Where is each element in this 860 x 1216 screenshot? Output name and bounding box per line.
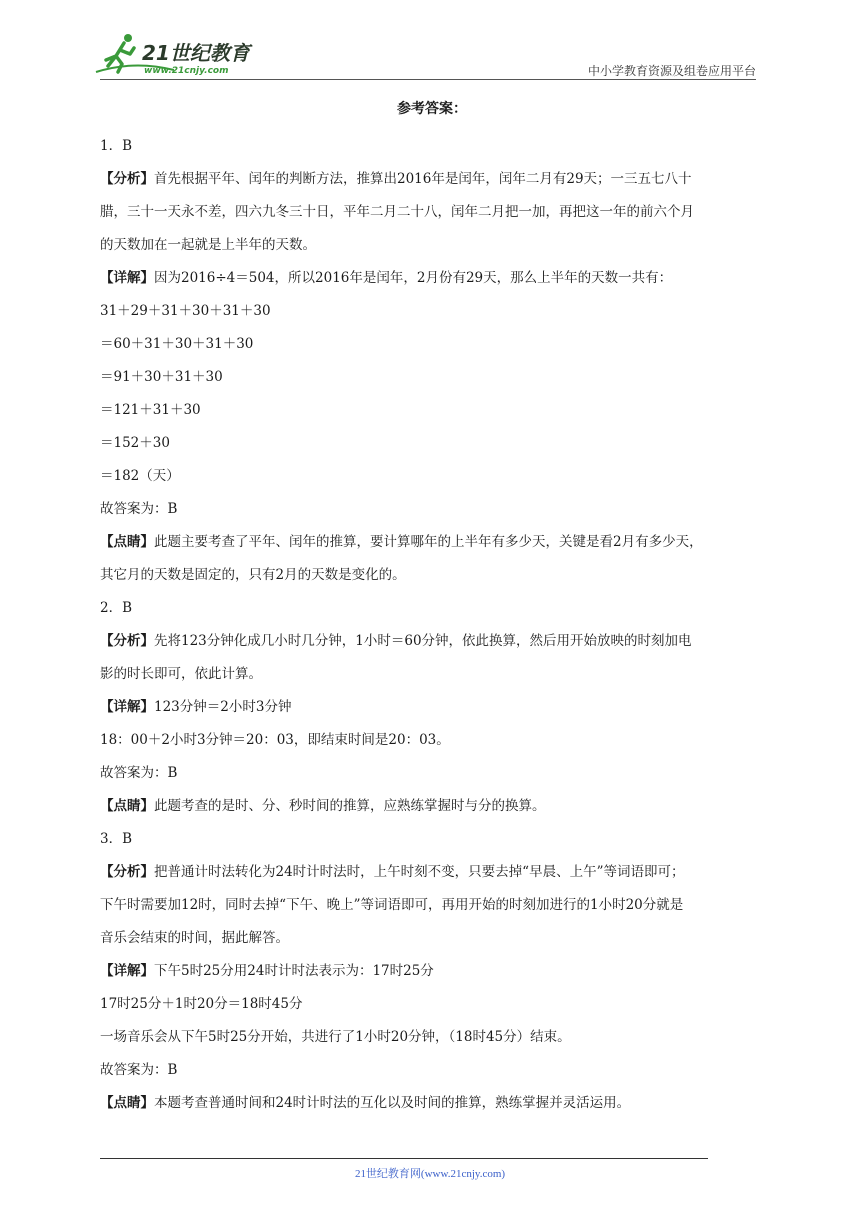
text-line <box>100 163 764 196</box>
header-platform-text: 中小学教育资源及组卷应用平台 <box>587 64 756 78</box>
page-title: 参考答案： <box>397 101 467 117</box>
line-text: 故答案为：B <box>100 1062 178 1078</box>
text-line <box>100 229 764 262</box>
text-line <box>100 1021 764 1054</box>
footer-text: 21世纪教育网(www.21cnjy.com) <box>354 1168 506 1180</box>
text-line <box>100 295 764 328</box>
text-line <box>100 526 764 559</box>
line-text: 1．B <box>100 138 133 154</box>
text-line <box>100 889 764 922</box>
line-text: 123分钟＝2小时3分钟 <box>154 699 292 715</box>
text-line <box>100 328 764 361</box>
text-line <box>100 658 764 691</box>
text-line <box>100 1054 764 1087</box>
section-tag: 【详解】 <box>100 270 154 286</box>
line-text: 其它月的天数是固定的，只有2月的天数是变化的。 <box>100 567 406 583</box>
line-text: 把普通计时法转化为24时计时法时，上午时刻不变，只要去掉“早晨、上午”等词语即可； <box>154 864 685 880</box>
line-text: 3．B <box>100 831 133 847</box>
text-line <box>100 757 764 790</box>
line-text: ＝91＋30＋31＋30 <box>100 369 223 385</box>
line-text: 影的时长即可，依此计算。 <box>100 666 262 682</box>
footer-divider <box>100 1158 708 1159</box>
section-tag: 【分析】 <box>100 864 154 880</box>
section-tag: 【点睛】 <box>100 1095 154 1111</box>
logo-url: www.21cnjy.com <box>144 66 229 76</box>
text-line <box>100 361 764 394</box>
line-text: ＝182（天） <box>100 468 180 484</box>
logo-21cnjy <box>94 30 264 78</box>
line-text: 此题主要考查了平年、闰年的推算，要计算哪年的上半年有多少天，关键是看2月有多少天， <box>154 534 703 550</box>
text-line <box>100 922 764 955</box>
page-header <box>0 0 860 80</box>
text-line <box>100 559 764 592</box>
line-text: 18：00＋2小时3分钟＝20：03，即结束时间是20：03。 <box>100 732 450 748</box>
line-text: ＝121＋31＋30 <box>100 402 201 418</box>
text-line <box>100 592 764 625</box>
text-line <box>100 130 764 163</box>
logo-text: 21世纪教育 <box>142 41 250 65</box>
line-text: 2．B <box>100 600 133 616</box>
text-line <box>100 625 764 658</box>
section-tag: 【点睛】 <box>100 798 154 814</box>
line-text: 此题考查的是时、分、秒时间的推算，应熟练掌握时与分的换算。 <box>154 798 546 814</box>
line-text: 故答案为：B <box>100 501 178 517</box>
section-tag: 【分析】 <box>100 171 154 187</box>
section-tag: 【详解】 <box>100 699 154 715</box>
answer-content <box>100 98 764 1120</box>
line-text: 因为2016÷4＝504，所以2016年是闰年，2月份有29天，那么上半年的天数一共有： <box>154 270 673 286</box>
text-line <box>100 988 764 1021</box>
line-text: 17时25分＋1时20分＝18时45分 <box>100 996 303 1012</box>
line-text: 本题考查普通时间和24时计时法的互化以及时间的推算，熟练掌握并灵活运用。 <box>154 1095 631 1111</box>
line-text: ＝152＋30 <box>100 435 170 451</box>
line-text: 音乐会结束的时间，据此解答。 <box>100 930 289 946</box>
line-text: ＝60＋31＋30＋31＋30 <box>100 336 254 352</box>
line-text: 先将123分钟化成几小时几分钟，1小时＝60分钟，依此换算，然后用开始放映的时刻加电 <box>154 633 692 649</box>
text-line <box>100 1087 764 1120</box>
text-line <box>100 394 764 427</box>
line-text: 的天数加在一起就是上半年的天数。 <box>100 237 316 253</box>
text-line <box>100 262 764 295</box>
line-text: 一场音乐会从下午5时25分开始，共进行了1小时20分钟，（18时45分）结束。 <box>100 1029 571 1045</box>
text-line <box>100 955 764 988</box>
text-line <box>100 427 764 460</box>
text-line <box>100 856 764 889</box>
text-line <box>100 493 764 526</box>
text-line <box>100 691 764 724</box>
text-line <box>100 196 764 229</box>
text-line <box>100 823 764 856</box>
answer-lines <box>100 130 764 1120</box>
line-text: 故答案为：B <box>100 765 178 781</box>
text-line <box>100 724 764 757</box>
line-text: 下午5时25分用24时计时法表示为：17时25分 <box>154 963 434 979</box>
section-tag: 【详解】 <box>100 963 154 979</box>
line-text: 腊，三十一天永不差，四六九冬三十日，平年二月二十八，闰年二月把一加，再把这一年的前六个月 <box>100 204 694 220</box>
line-text: 下午时需要加12时，同时去掉“下午、晚上”等词语即可，再用开始的时刻加进行的1小时20分就是 <box>100 897 684 913</box>
text-line <box>100 790 764 823</box>
section-tag: 【分析】 <box>100 633 154 649</box>
section-tag: 【点睛】 <box>100 534 154 550</box>
text-line <box>100 460 764 493</box>
header-divider <box>100 79 756 80</box>
line-text: 首先根据平年、闰年的判断方法，推算出2016年是闰年，闰年二月有29天；一三五七八十 <box>154 171 692 187</box>
line-text: 31＋29＋31＋30＋31＋30 <box>100 303 271 319</box>
